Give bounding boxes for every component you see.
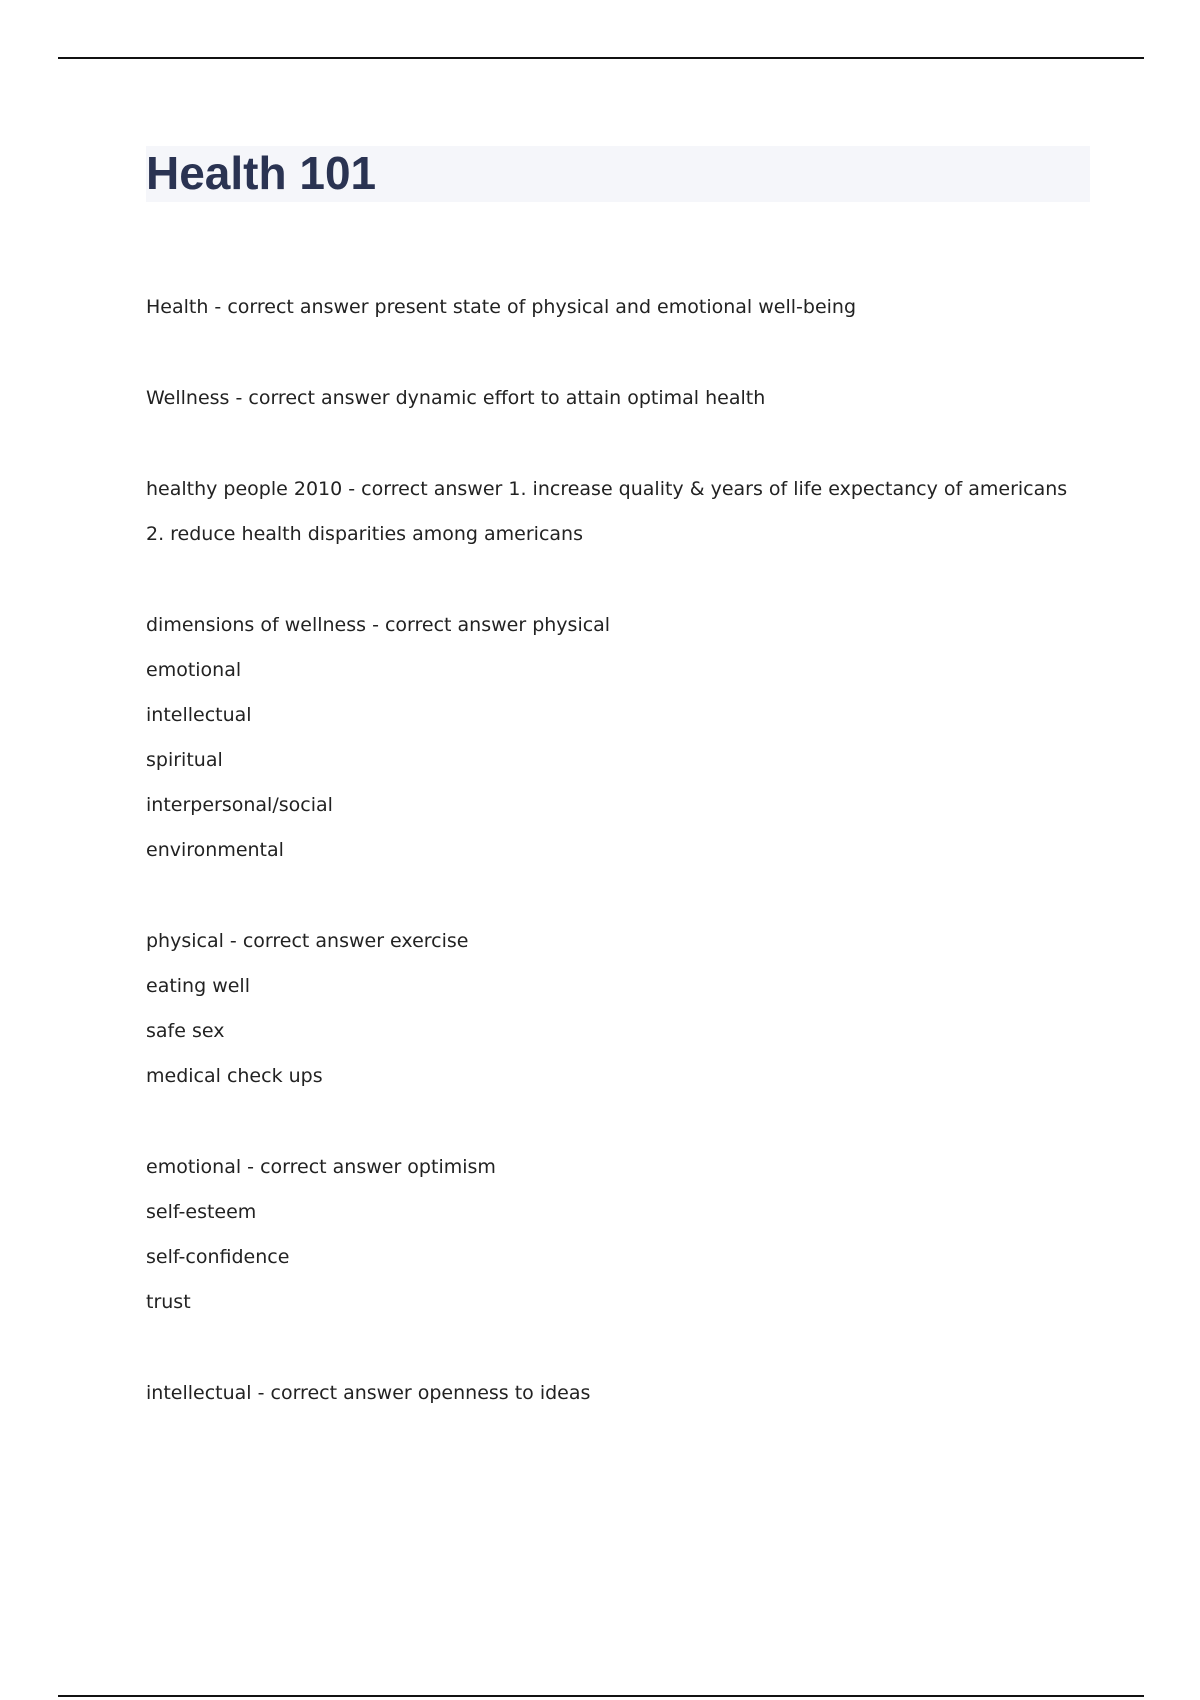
- entry-line: Wellness - correct answer dynamic effort to attain optimal health: [146, 387, 766, 409]
- header-rule: [58, 57, 1144, 59]
- entry-line: intellectual: [146, 704, 252, 726]
- entry-line: trust: [146, 1291, 191, 1313]
- entry-line: 2. reduce health disparities among americans: [146, 523, 583, 545]
- footer-rule: [58, 1695, 1144, 1697]
- flashcard-entry: [146, 376, 1096, 421]
- entry-line: Health - correct answer present state of physical and emotional well-being: [146, 296, 857, 318]
- entry-line: self-esteem: [146, 1201, 257, 1223]
- flashcard-entry: [146, 467, 1096, 557]
- entry-line: physical - correct answer exercise: [146, 930, 469, 952]
- entry-line: dimensions of wellness - correct answer physical: [146, 614, 611, 636]
- entry-line: medical check ups: [146, 1065, 323, 1087]
- flashcard-entry: [146, 285, 1096, 330]
- entry-line: emotional: [146, 659, 242, 681]
- entry-line: safe sex: [146, 1020, 225, 1042]
- flashcard-list: [146, 285, 1096, 1462]
- entry-line: healthy people 2010 - correct answer 1. increase quality & years of life expectancy of americans: [146, 478, 1068, 500]
- flashcard-entry: [146, 1371, 1096, 1416]
- flashcard-entry: [146, 603, 1096, 873]
- entry-line: eating well: [146, 975, 250, 997]
- entry-line: environmental: [146, 839, 284, 861]
- entry-line: self-confidence: [146, 1246, 290, 1268]
- flashcard-entry: [146, 919, 1096, 1099]
- entry-line: interpersonal/social: [146, 794, 333, 816]
- entry-line: spiritual: [146, 749, 223, 771]
- document-title: Health 101: [146, 147, 377, 199]
- entry-line: emotional - correct answer optimism: [146, 1156, 496, 1178]
- flashcard-entry: [146, 1145, 1096, 1325]
- entry-line: intellectual - correct answer openness to ideas: [146, 1382, 591, 1404]
